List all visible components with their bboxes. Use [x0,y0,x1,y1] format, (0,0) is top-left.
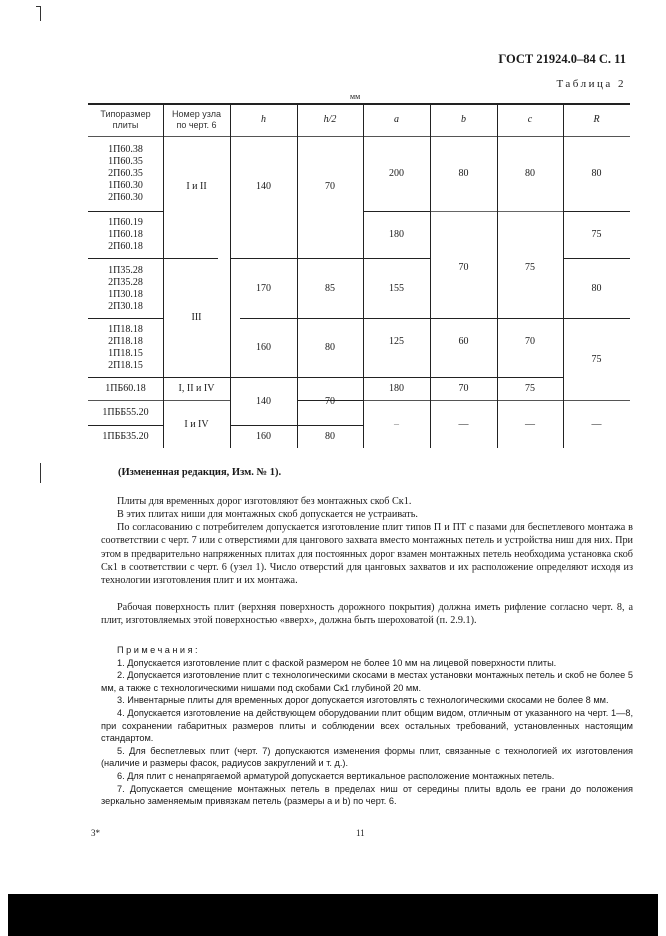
page-header: ГОСТ 21924.0–84 С. 11 [498,52,626,66]
h2-cell: 70 [325,181,335,192]
note-item: 3. Инвентарные плиты для временных дорог допускается изготовлять с технологическими скосами не более 8 мм. [117,695,609,706]
h-cell: 160 [256,431,271,442]
note-item: 2. Допускается изготовление плит с технологическими скосами в местах установки монтажных петель и скоб не более 5 мм, а также с технологическими нишами под скобами Ск1 глубиной 20 мм. [101,670,633,693]
type-cell: 1П60.38 1П60.35 2П60.35 1П60.30 2П60.30 [108,144,143,203]
b-cell: 60 [458,336,469,347]
node-cell: I и II [186,181,207,192]
c-cell: 75 [525,383,535,394]
h-cell: 140 [256,395,271,407]
note-item: 1. Допускается изготовление плит с фаской размером не более 10 мм на лицевой поверхности плиты. [117,657,557,668]
b-cell: 70 [458,383,469,394]
note-item: 5. Для беспетлевых плит (черт. 7) допускаются изменения формы плит, связанные с технологией их изготовления (наличие и размеры фасок, радиусов закруглений и т. д.). [101,745,633,769]
paragraph: Рабочая поверхность плит (верхняя поверхность дорожного покрытия) должна иметь рифление согласно черт. 8, а плит, изготовляемых этой поверхностью «вверх», должна быть шероховатой (п. 2.9.1). [101,602,633,627]
page-number: 11 [356,828,365,838]
c-cell: — [525,418,535,430]
note-item: 4. Допускается изготовление на действующем оборудовании плит общим видом, отличным от указанного на черт. 1—8, при сохранении габаритных размеров плиты и соблюдении всех остальных требований, установленных настоящим стандартом. [101,707,633,744]
c-cell: 75 [525,262,535,273]
col-header-R: R [593,114,600,125]
paragraph: По согласованию с потребителем допускается изготовление плит типов П и ПТ с пазами для беспетлевого монтажа в соответствии с черт. 7 или с отверстиями для цангового захвата вместо монтажных петель и устройства ниш для них. При этом в предварительно напряженных плитах для постоянных дорог взамен монтажных петель необходима установка скоб Ск1 в соответствии с черт. 6 (узел 1). Число отверстий для цанговых захватов и их расположение определяют исходя из технологии изготовления плит и их монтажа. [101,522,633,587]
corner-mark [36,6,41,21]
type-cell: 1П18.18 2П18.18 1П18.15 2П18.15 [108,324,143,371]
col-header-h2: h/2 [323,114,337,125]
revision-bar [40,463,41,483]
col-header-h: h [261,114,266,125]
paragraph: Плиты для временных дорог изготовляют без монтажных скоб Ск1. [117,496,412,507]
h2-cell: 80 [325,431,335,442]
R-cell: 75 [591,353,602,365]
c-cell: 70 [525,336,535,347]
notes-block [101,644,633,808]
h2-cell: 80 [325,342,335,353]
R-cell: 80 [591,282,602,294]
note-item: 6. Для плит с ненапрягаемой арматурой допускается вертикальное расположение монтажных петель. [117,770,555,781]
table-caption: Таблица 2 [556,78,626,90]
b-cell: — [458,418,469,430]
h2-cell: 85 [325,282,335,294]
a-cell: 180 [389,383,404,394]
node-cell: III [191,312,202,323]
a-cell: 180 [389,229,404,240]
col-header-node: Номер узла по черт. 6 [172,109,221,130]
h-cell: 140 [256,181,271,192]
b-cell: 70 [458,262,469,273]
R-cell: 80 [591,168,602,179]
footer-signature: 3* [91,828,100,838]
type-cell: 1П60.19 1П60.18 2П60.18 [108,217,143,252]
notes-title: Примечания: [117,645,201,655]
a-cell: 200 [389,168,404,179]
type-cell: 1ПББ55.20 [102,407,149,418]
col-header-b: b [461,114,466,125]
a-cell: 125 [389,336,404,347]
type-cell: 1ПБ60.18 [105,383,146,394]
col-header-type: Типоразмер плиты [100,109,151,130]
R-cell: 75 [591,229,602,240]
scan-edge [8,894,658,936]
col-header-a: a [394,114,399,125]
col-header-c: c [527,114,533,125]
type-cell: 1П35.28 2П35.28 1П30.18 2П30.18 [108,264,143,312]
node-cell: I и IV [184,418,209,430]
h-cell: 170 [256,282,271,294]
type-cell: 1ПББ35.20 [102,431,149,442]
table-units: мм [350,92,361,101]
a-cell: 155 [389,282,404,294]
h2-cell: 70 [325,395,335,407]
amendment-note: (Измененная редакция, Изм. № 1). [118,467,282,478]
c-cell: 80 [525,168,535,179]
h-cell: 160 [256,342,271,353]
note-item: 7. Допускается смещение монтажных петель в пределах ниш от середины плиты вдоль ее грани до положения зеркально заменяемым привязкам петель (размеры a и b) по черт. 6. [101,783,633,807]
node-cell: I, II и IV [178,383,215,394]
a-cell: – [394,418,399,430]
b-cell: 80 [458,168,469,179]
paragraph: В этих плитах ниши для монтажных скоб допускается не устраивать. [117,509,418,520]
R-cell: — [591,418,602,430]
